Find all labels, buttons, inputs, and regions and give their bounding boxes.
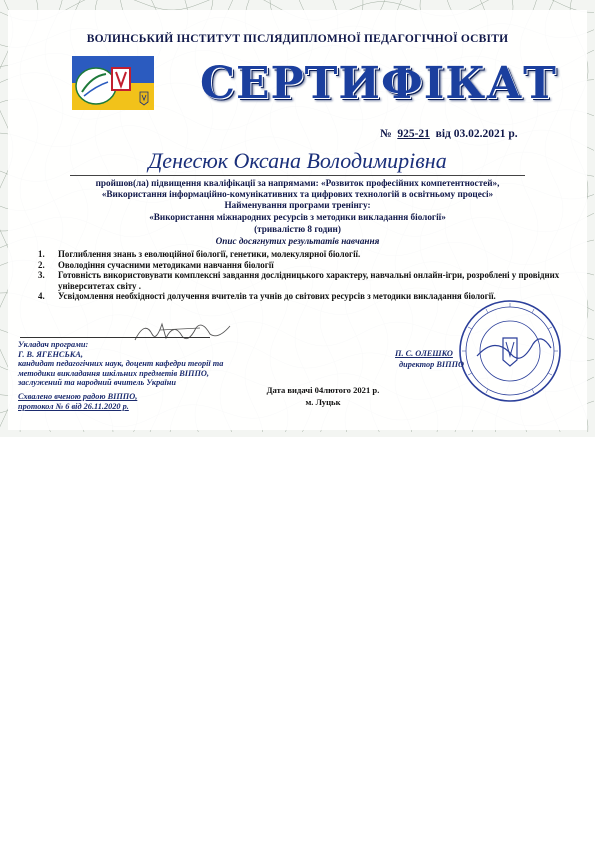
- list-item: [38, 270, 563, 291]
- institute-name: ВОЛИНСЬКИЙ ІНСТИТУТ ПІСЛЯДИПЛОМНОЇ ПЕДАГОГІЧНОЇ ОСВІТИ: [86, 33, 509, 45]
- body-line-2: «Використання інформаційно-комунікативних та цифрових технологій в освітньому процесі»: [101, 189, 494, 199]
- item-number: 2.: [38, 259, 45, 270]
- compiler-name: Г. В. ЯГЕНСЬКА,: [18, 349, 83, 359]
- number-value: 925-21: [397, 128, 430, 140]
- item-number: 3.: [38, 270, 45, 280]
- director-name: П. С. ОЛЕШКО: [395, 349, 453, 358]
- item-text: Оволодіння сучасними методиками навчання біології: [58, 259, 274, 270]
- institute-logo: [72, 56, 154, 110]
- recipient-name: Денесюк Оксана Володимирівна: [70, 148, 525, 176]
- program-duration: (тривалістю 8 годин): [254, 224, 341, 234]
- compiler-description: кандидат педагогічних наук, доцент кафедри теорії та методики викладання шкільних предметів ВІППО, заслужений та народний вчитель України: [18, 359, 224, 388]
- issue-place: м. Луцьк: [305, 397, 341, 407]
- item-number: 4.: [38, 291, 45, 301]
- item-text: Усвідомлення необхідності долучення вчителів та учнів до світових ресурсів з методики викладання біології.: [58, 291, 496, 301]
- compiler-block: [18, 340, 248, 411]
- issue-block: [238, 384, 408, 408]
- program-name: «Використання міжнародних ресурсів з методики викладання біології»: [149, 212, 446, 222]
- list-item: [38, 260, 563, 271]
- results-heading: Опис досягнутих результатів навчання: [215, 236, 380, 246]
- director-block: [395, 348, 464, 370]
- body-line-1: пройшов(ла) підвищення кваліфікації за напрямами: «Розвиток професійних компетентностей»,: [95, 178, 500, 188]
- number-date: від 03.02.2021 р.: [435, 128, 518, 140]
- results-list: [38, 249, 563, 302]
- item-text: Готовність використовувати комплексні завдання дослідницького характеру, навчальні онлайн-ігри, розроблені у провідних університетах світу .: [58, 270, 560, 291]
- director-title: директор ВІППО: [399, 360, 465, 369]
- signature-line: [20, 337, 210, 338]
- item-number: 1.: [38, 249, 45, 259]
- program-heading: Найменування програми тренінгу:: [224, 200, 371, 210]
- item-text: Поглиблення знань з еволюційної біології, генетики, молекулярної біології.: [58, 249, 361, 259]
- compiler-label: Укладач програми:: [18, 340, 89, 349]
- certificate-number: [380, 128, 518, 140]
- approval-note: Схвалено вченою радою ВІППО, протокол № 6 від 26.11.2020 р.: [18, 391, 138, 411]
- list-item: [38, 249, 563, 260]
- official-stamp: [455, 296, 565, 406]
- number-prefix: №: [380, 128, 392, 140]
- certificate-title: СЕРТИФІКАТ: [200, 58, 557, 109]
- issue-date: Дата видачі 04лютого 2021 р.: [266, 385, 380, 395]
